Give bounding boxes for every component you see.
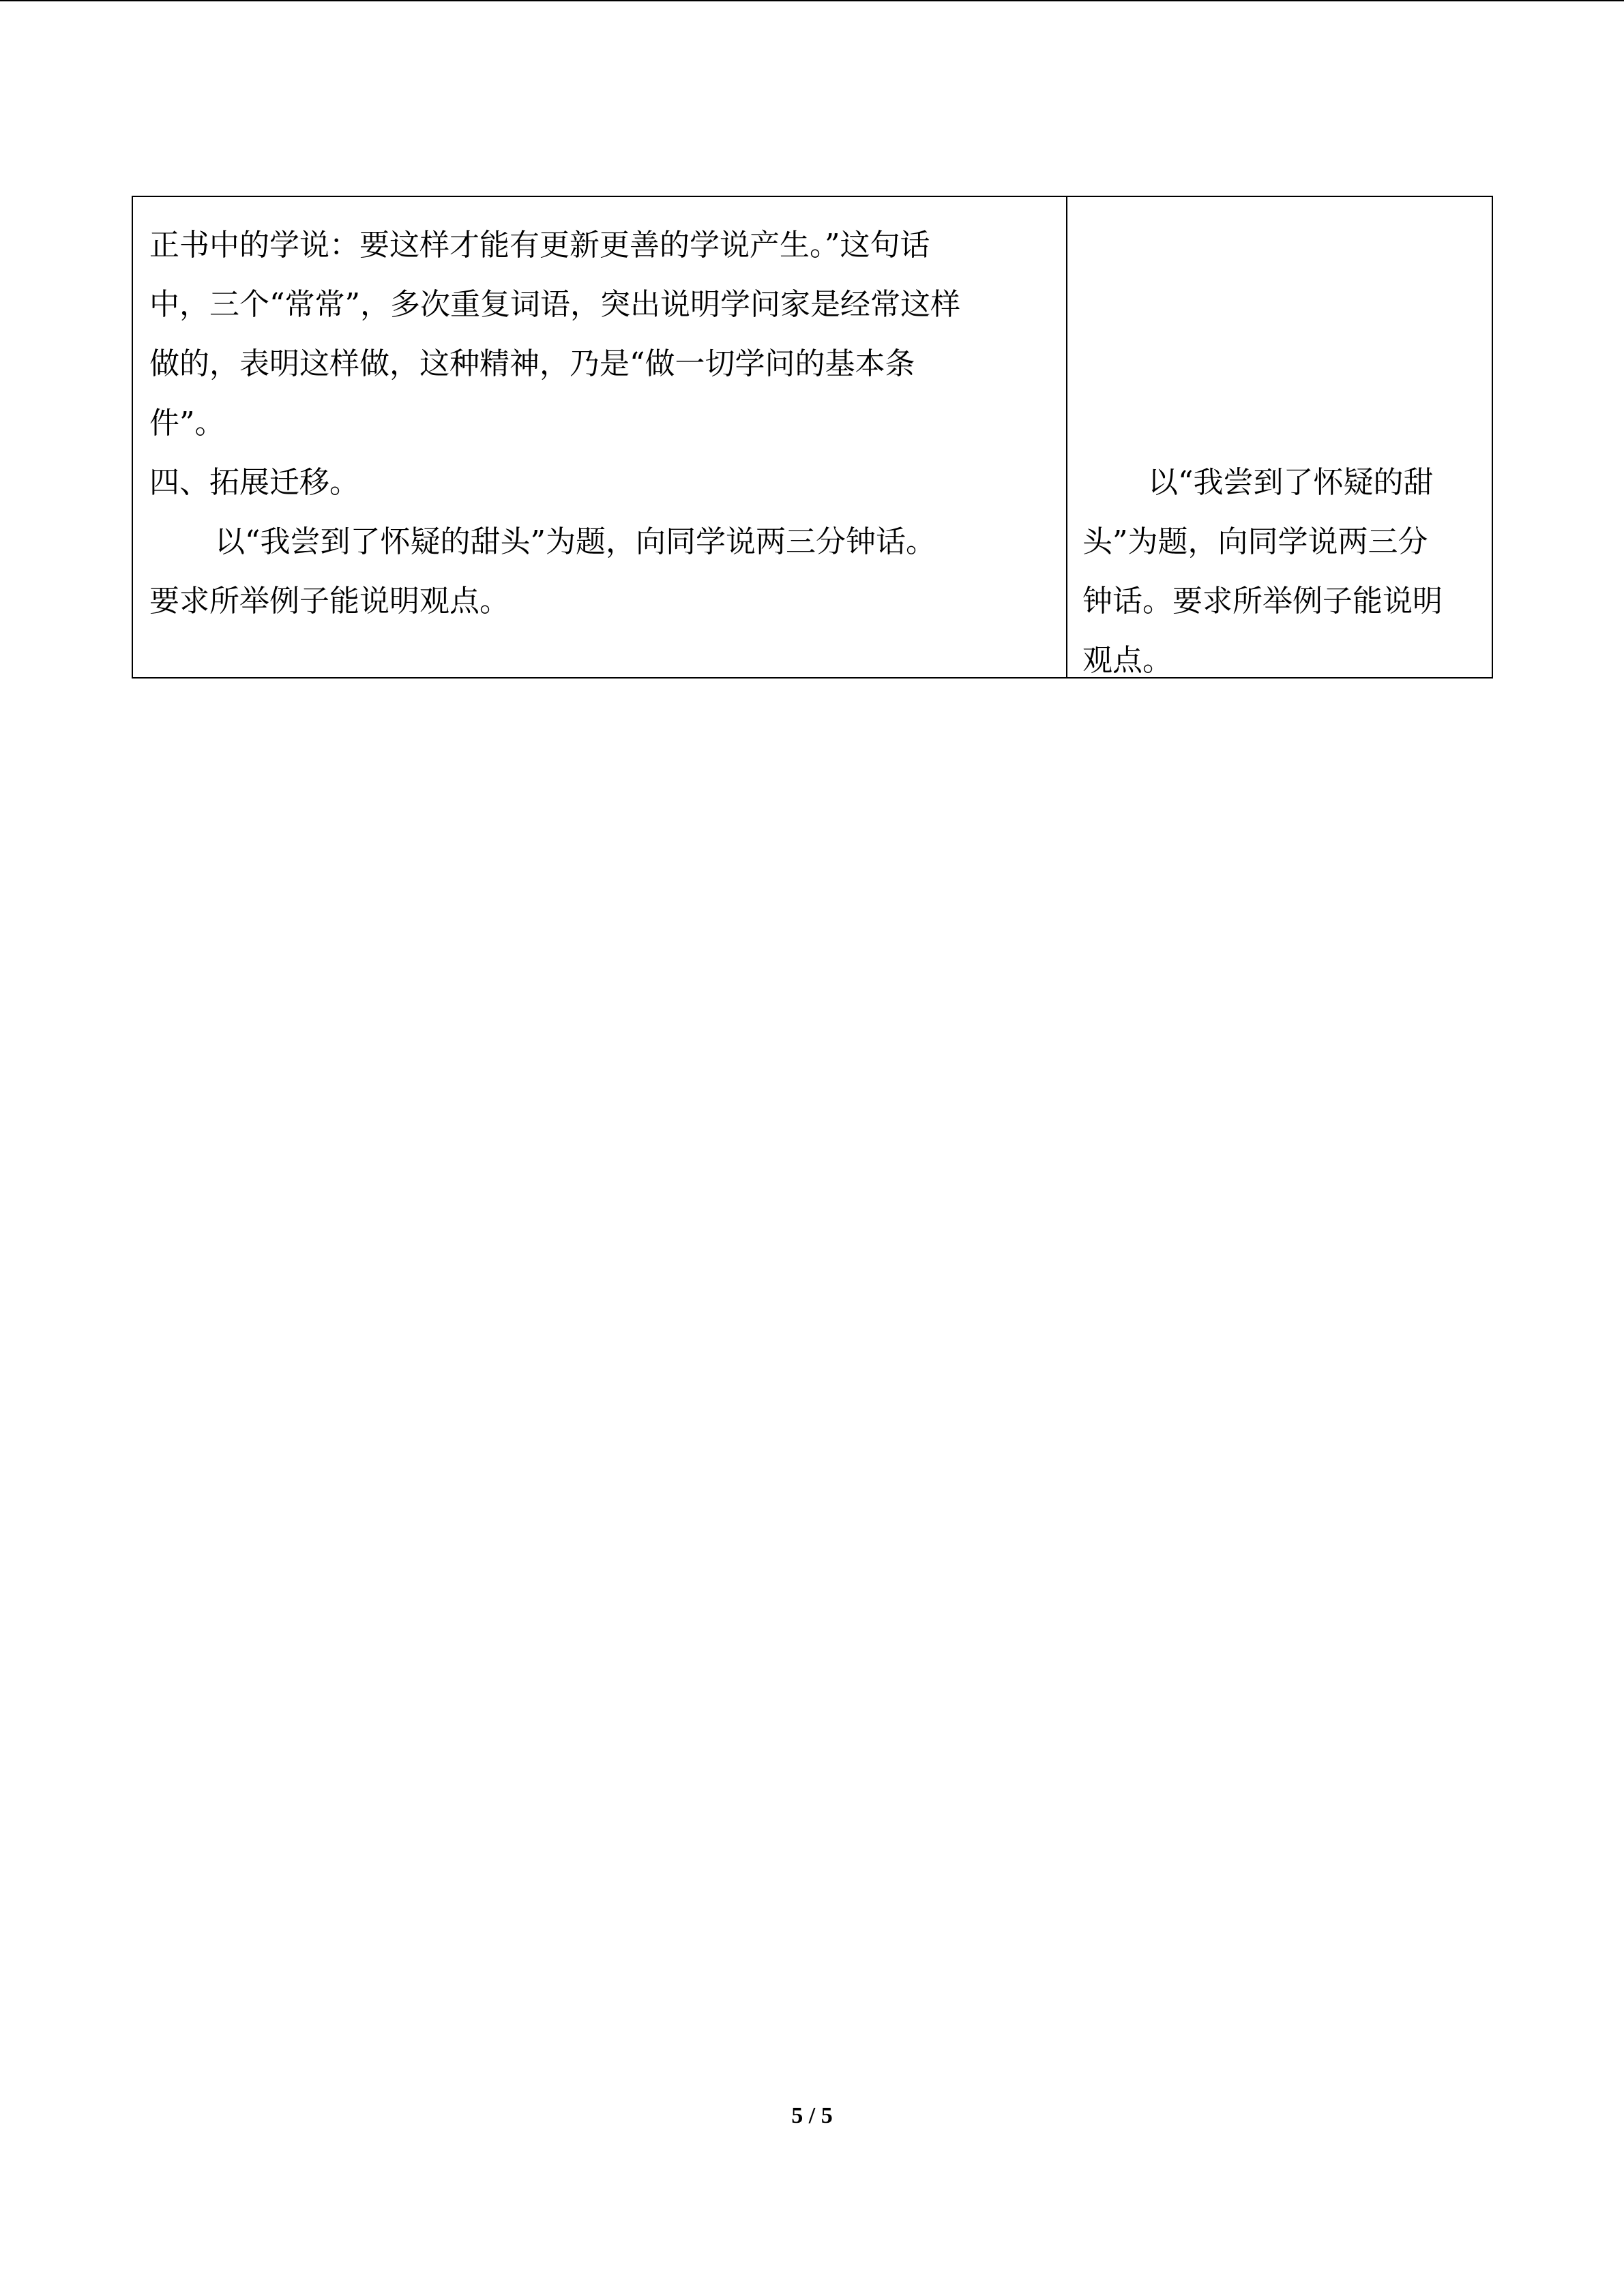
text-line: 中，三个“常常”，多次重复词语，突出说明学问家是经常这样 (149, 287, 960, 322)
text-line: 钟话。要求所举例子能说明 (1082, 584, 1443, 618)
table-cell-notes (1067, 197, 1492, 677)
text-line: 以“我尝到了怀疑的甜 (1148, 465, 1434, 500)
text-line: 头”为题，向同学说两三分 (1082, 524, 1428, 559)
text-line: 以“我尝到了怀疑的甜头”为题，向同学说两三分钟话。 (215, 524, 936, 559)
notes-text-block (1082, 453, 1475, 690)
section-heading: 四、拓展迁移。 (149, 465, 359, 500)
table-cell-content (133, 197, 1067, 677)
page-number: 5 / 5 (791, 2103, 833, 2128)
text-line: 正书中的学说：要这样才能有更新更善的学说产生。”这句话 (149, 228, 930, 263)
lesson-table (132, 196, 1493, 679)
text-line: 观点。 (1082, 643, 1172, 678)
text-line: 做的，表明这样做，这种精神，乃是“做一切学问的基本条 (149, 346, 915, 381)
text-line: 件”。 (149, 406, 225, 441)
top-border-line (0, 0, 1624, 1)
text-line: 要求所举例子能说明观点。 (149, 584, 510, 618)
